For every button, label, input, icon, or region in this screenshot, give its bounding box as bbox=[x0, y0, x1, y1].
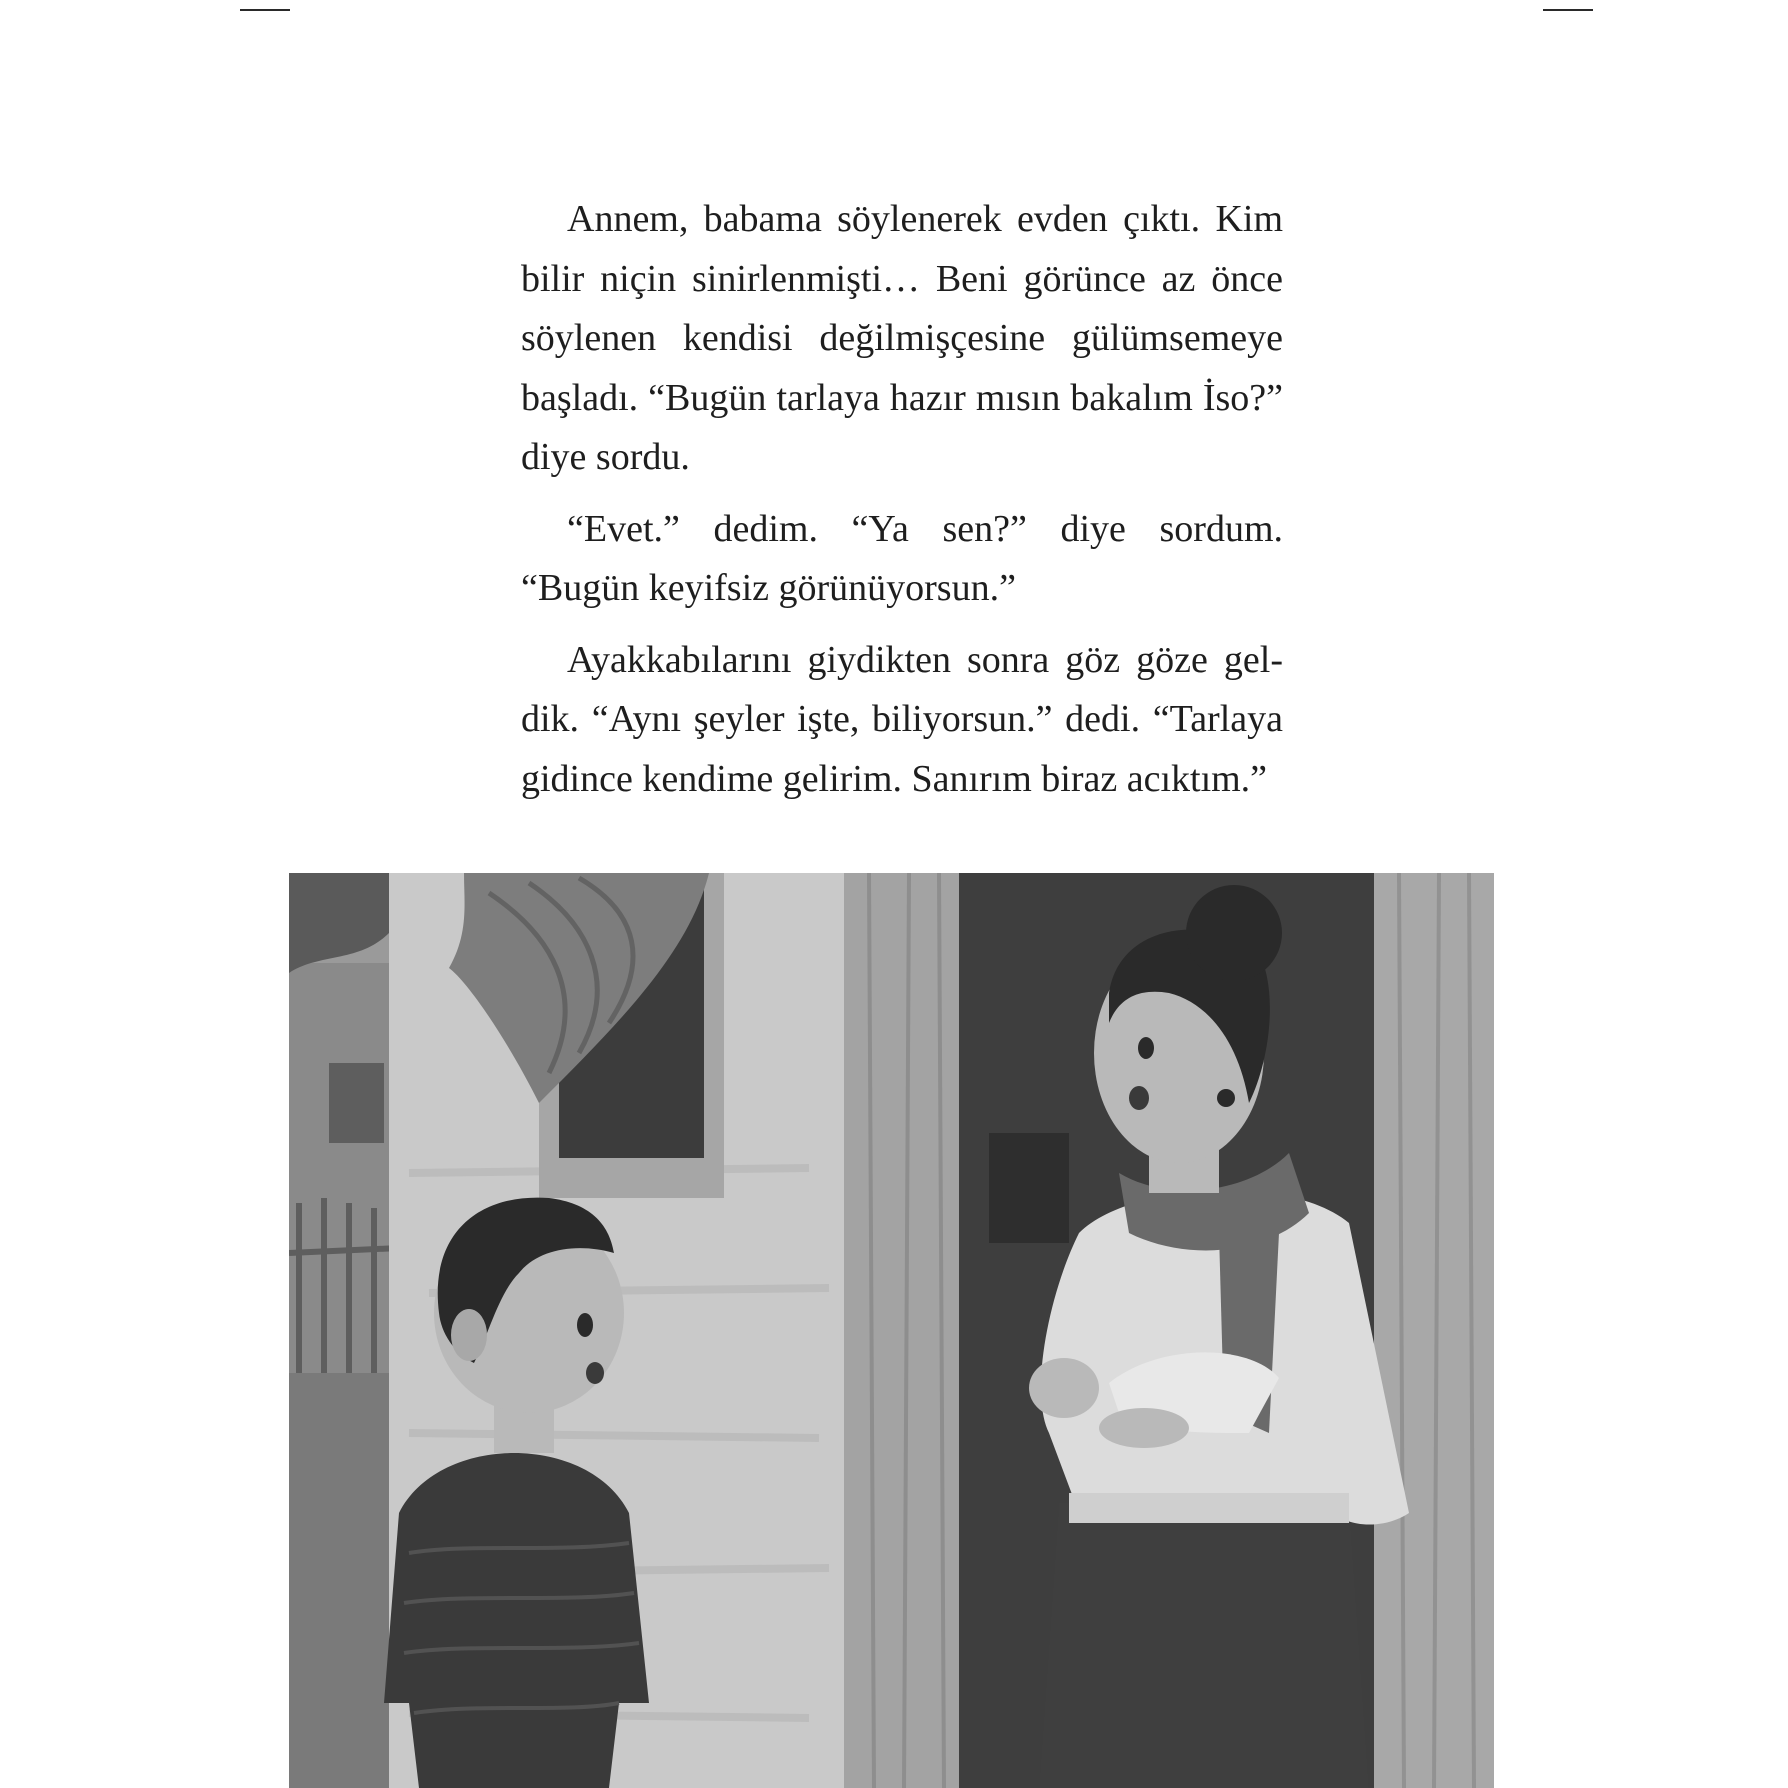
story-text bbox=[521, 190, 1283, 821]
paragraph-1: Annem, babama söylenerek evden çıktı. Kim bilir niçin sinirlenmişti… Beni görünce az önce söylenen kendisi değilmişçesine gülümsemeye başladı. “Bugün tarlaya hazır mısın bakalım İso?” diye sordu. bbox=[521, 198, 1283, 478]
crop-mark-left bbox=[240, 9, 290, 11]
crop-mark-right bbox=[1543, 9, 1593, 11]
paragraph-2: “Evet.” dedim. “Ya sen?” diye sordum. “Bugün keyifsiz görünüyorsun.” bbox=[521, 507, 1283, 609]
illustration-svg bbox=[289, 873, 1494, 1788]
paragraph-3: Ayakkabılarını giydikten sonra göz göze geldik. “Aynı şeyler işte, biliyorsun.” dedi. “Tarlaya gidince kendime gelirim. Sanırım biraz acıktım.” bbox=[521, 638, 1283, 800]
boy-and-mother-illustration bbox=[289, 873, 1494, 1788]
